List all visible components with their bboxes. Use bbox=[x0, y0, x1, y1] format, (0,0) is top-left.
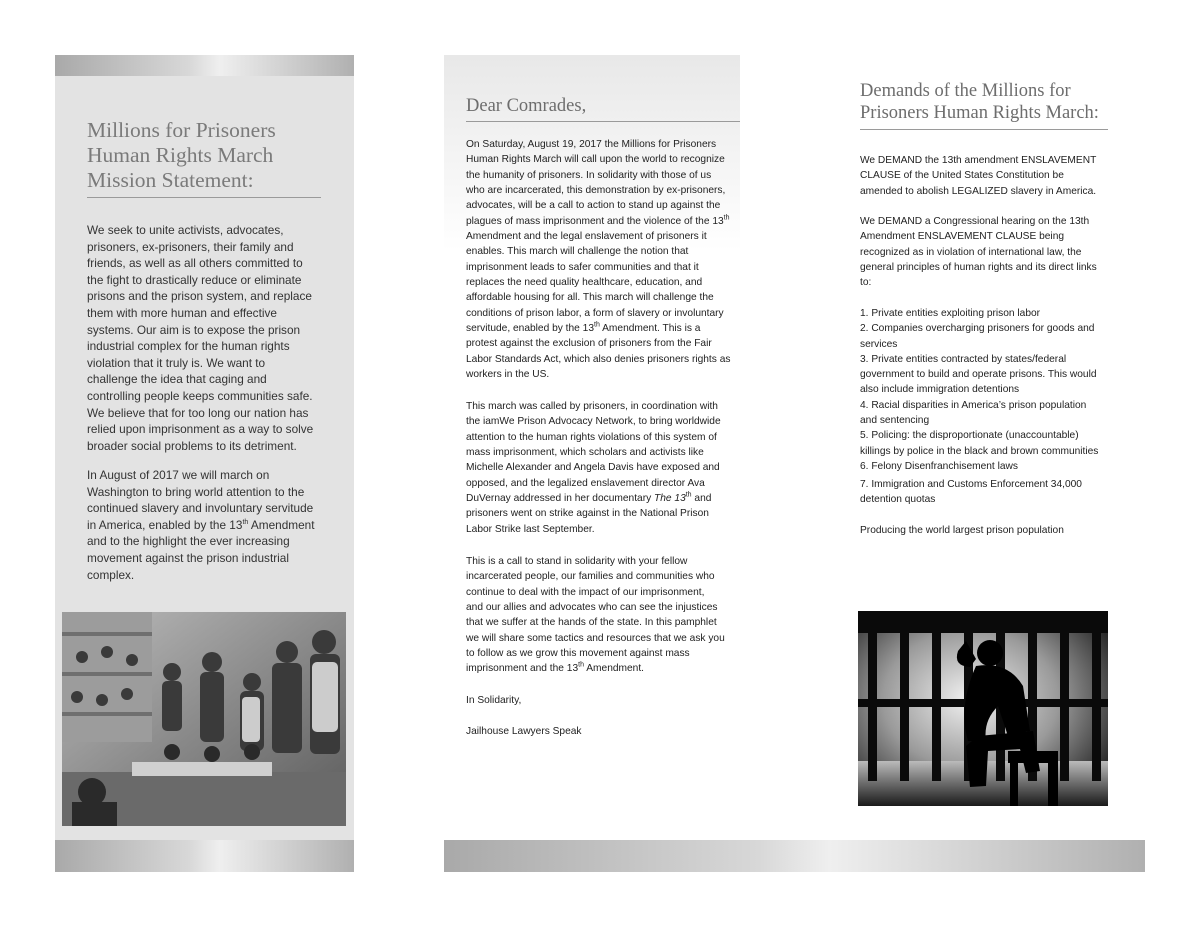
text-line bbox=[466, 321, 741, 336]
demands-list bbox=[860, 306, 1110, 474]
left-top-bar-overlay bbox=[55, 55, 354, 76]
text-line: amended to abolish LEGALIZED slavery in America. bbox=[860, 185, 1097, 197]
text-line: and our allies and advocates who can see the injustices bbox=[466, 602, 718, 614]
list-item: 5. Policing: the disproportionate (unaccountable) bbox=[860, 430, 1079, 442]
text-line: This is a call to stand in solidarity with your fellow bbox=[466, 556, 688, 567]
text-line: Human Rights March will call upon the world to recognize bbox=[466, 154, 725, 166]
text-line: Washington to bring world attention to the bbox=[87, 484, 305, 499]
text-line: We believe that for too long our nation has bbox=[87, 405, 309, 420]
film-title: The 13 bbox=[654, 493, 686, 505]
demands-title bbox=[860, 80, 1099, 124]
mission-paragraph-2 bbox=[87, 467, 323, 583]
text-span: servitude, enabled by the 13 bbox=[466, 323, 595, 335]
text-line: continue to deal with the impact of our imprisonment, bbox=[466, 586, 705, 598]
text-line: violation that it truly is. We want to bbox=[87, 355, 266, 370]
text-line: industrial complex for the human rights bbox=[87, 339, 290, 354]
text-span: and bbox=[691, 493, 712, 505]
text-line: enables. This march will challenge the notion that bbox=[466, 246, 689, 258]
protest-photo bbox=[62, 612, 346, 826]
text-line: to follow as we grow this movement against mass bbox=[466, 648, 690, 660]
superscript: th bbox=[594, 321, 600, 329]
mission-paragraph-1 bbox=[87, 222, 323, 454]
letter-paragraph-2 bbox=[466, 399, 741, 537]
mission-statement-title bbox=[87, 118, 327, 193]
text-line: we will share some tactics and resources that we ask you bbox=[466, 632, 725, 644]
prison-bars-photo bbox=[858, 611, 1108, 806]
text-line: imprisonment leads to safer communities and that it bbox=[466, 261, 699, 273]
superscript: th bbox=[723, 214, 730, 222]
bottom-bar bbox=[444, 840, 1145, 872]
text-line: incarcerated people, our families and communities who bbox=[466, 571, 715, 583]
letter-paragraph-1 bbox=[466, 137, 741, 383]
text-line: Michelle Alexander and Angela Davis have exposed and bbox=[466, 462, 720, 474]
text-line bbox=[466, 214, 741, 229]
list-item: 3. Private entities contracted by states/federal bbox=[860, 353, 1067, 365]
text-line: In August of 2017 we will march on bbox=[87, 468, 270, 482]
text-line: CLAUSE of the United States Constitution be bbox=[860, 170, 1064, 182]
text-line: We seek to unite activists, advocates, bbox=[87, 223, 284, 237]
text-line: mass imprisonment, which scholars and activists like bbox=[466, 447, 704, 459]
text-line bbox=[87, 517, 323, 534]
text-line: Amendment and the legal enslavement of prisoners it bbox=[466, 231, 707, 243]
text-line: movement against the prison industrial bbox=[87, 550, 289, 565]
letter-closing: In Solidarity, bbox=[466, 695, 522, 706]
text-line bbox=[466, 491, 741, 506]
superscript: th bbox=[685, 491, 692, 499]
title-line: Millions for Prisoners bbox=[87, 118, 276, 142]
text-line: complex. bbox=[87, 567, 135, 582]
demands-divider bbox=[860, 129, 1108, 130]
text-line: attention to the human rights violations of this system of bbox=[466, 431, 717, 443]
text-span: imprisonment and the 13 bbox=[466, 663, 579, 675]
text-line: relied upon imprisonment as a way to solve bbox=[87, 422, 314, 437]
demand-2 bbox=[860, 214, 1110, 290]
text-line: challenge the idea that caging and bbox=[87, 372, 267, 387]
list-item: 6. Felony Disenfranchisement laws bbox=[860, 460, 1018, 472]
text-line: Amendment ENSLAVEMENT CLAUSE being bbox=[860, 231, 1065, 243]
text-line: We DEMAND the 13th amendment ENSLAVEMENT bbox=[860, 155, 1097, 166]
demands-closing: Producing the world largest prison population bbox=[860, 525, 1064, 536]
heading-divider bbox=[466, 121, 740, 122]
title-divider bbox=[87, 197, 321, 198]
text-line: replaces the need quality healthcare, education, and bbox=[466, 277, 703, 289]
list-item: and sentencing bbox=[860, 415, 930, 427]
text-span: Amendment. bbox=[583, 663, 645, 675]
text-line: who are incarcerated, this demonstration by ex-prisoners, bbox=[466, 185, 726, 197]
letter-signature: Jailhouse Lawyers Speak bbox=[466, 726, 582, 737]
text-line: This march was called by prisoners, in coordination with bbox=[466, 401, 718, 412]
letter-paragraph-3 bbox=[466, 554, 741, 677]
text-span: Amendment bbox=[248, 517, 315, 532]
text-line: that we suffer at the hands of the state. In this pamphlet bbox=[466, 617, 717, 629]
text-line: On Saturday, August 19, 2017 the Millions for Prisoners bbox=[466, 139, 717, 150]
text-line: continued slavery and involuntary servitude bbox=[87, 501, 314, 516]
text-line: advocates, will be a call to action to stand up against the bbox=[466, 200, 721, 212]
text-line: friends, as well as all others committed to bbox=[87, 256, 303, 271]
list-item: government to build and operate prisons. This would bbox=[860, 369, 1097, 381]
text-line: systems. Our aim is to expose the prison bbox=[87, 322, 301, 337]
text-line: conditions of prison labor, a form of slavery or involuntary bbox=[466, 307, 724, 319]
list-item: killings by police in the black and brown communities bbox=[860, 445, 1099, 457]
text-line: We DEMAND a Congressional hearing on the 13th bbox=[860, 216, 1090, 227]
text-line: Labor Standards Act, which also denies prisoners rights as bbox=[466, 353, 731, 365]
text-line: Labor Strike last September. bbox=[466, 523, 595, 535]
text-line: and to the highlight the ever increasing bbox=[87, 534, 290, 549]
text-line: protest against the exclusion of prisoners from the Fair bbox=[466, 338, 712, 350]
text-span: Amendment. This is a bbox=[599, 323, 701, 335]
text-span: plagues of mass imprisonment and the violence of the 13 bbox=[466, 215, 724, 227]
text-line: to: bbox=[860, 277, 872, 289]
demands-list-item-7 bbox=[860, 477, 1110, 508]
left-bottom-bar bbox=[55, 840, 354, 872]
demand-1 bbox=[860, 153, 1110, 199]
superscript: th bbox=[242, 518, 249, 526]
text-line: them with more human and effective bbox=[87, 305, 277, 320]
title-line: Prisoners Human Rights March: bbox=[860, 103, 1099, 123]
text-line: general principles of human rights and its direct links bbox=[860, 261, 1097, 273]
text-line: the humanity of prisoners. In solidarity with those of us bbox=[466, 169, 712, 181]
list-item: 1. Private entities exploiting prison labor bbox=[860, 308, 1041, 319]
superscript: th bbox=[578, 662, 584, 670]
text-line: opposed, and the legalized enslavement director Ava bbox=[466, 477, 705, 489]
list-item: also include immigration detentions bbox=[860, 384, 1020, 396]
text-line: controlling people keeps communities safe. bbox=[87, 388, 313, 403]
text-line: prisons and the prison system, and replace bbox=[87, 289, 312, 304]
list-item: 4. Racial disparities in America’s prison population bbox=[860, 399, 1087, 411]
list-item: services bbox=[860, 338, 898, 350]
text-line: broader social problems to its detriment. bbox=[87, 438, 297, 453]
text-line: the iamWe Prison Advocacy Network, to bring worldwide bbox=[466, 416, 721, 428]
text-line: the fight to drastically reduce or eliminate bbox=[87, 272, 302, 287]
text-line: workers in the US. bbox=[466, 369, 550, 381]
title-line: Mission Statement: bbox=[87, 168, 254, 192]
text-line: prisoners, ex-prisoners, their family and bbox=[87, 239, 294, 254]
text-line: recognized as in violation of international law, the bbox=[860, 246, 1082, 258]
letter-heading: Dear Comrades, bbox=[466, 96, 587, 116]
title-line: Human Rights March bbox=[87, 143, 274, 167]
list-item: 2. Companies overcharging prisoners for goods and bbox=[860, 323, 1095, 335]
title-line: Demands of the Millions for bbox=[860, 81, 1071, 101]
list-item: 7. Immigration and Customs Enforcement 34,000 bbox=[860, 479, 1082, 490]
text-line: prisoners went on strike against in the National Prison bbox=[466, 508, 709, 520]
text-line bbox=[466, 661, 741, 676]
list-item: detention quotas bbox=[860, 494, 936, 506]
text-span: DuVernay addressed in her documentary bbox=[466, 493, 655, 505]
text-line: affordable housing for all. This march will challenge the bbox=[466, 292, 714, 304]
text-span: in America, enabled by the 13 bbox=[87, 517, 243, 532]
